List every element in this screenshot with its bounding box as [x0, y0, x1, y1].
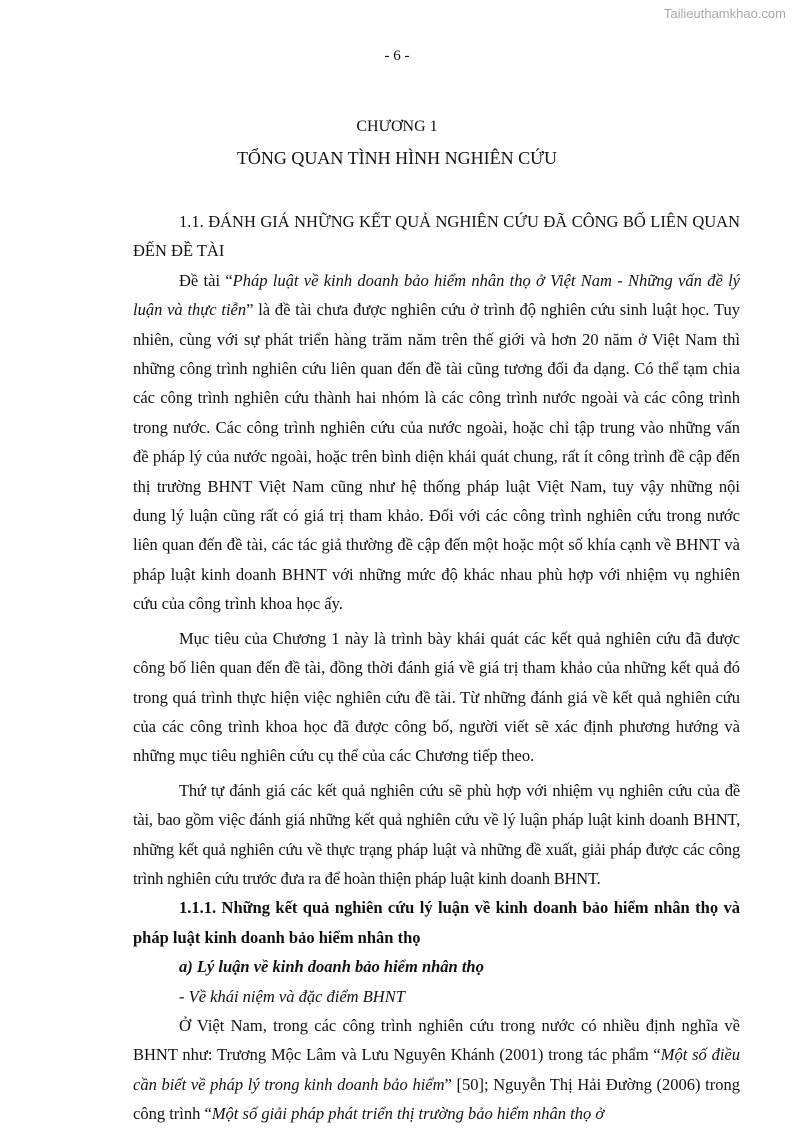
paragraph-intro-after: ” là đề tài chưa được nghiên cứu ở trình độ nghiên cứu sinh luật học. Tuy nhiên, cùng với sự phát triển hàng trăm năm trên thế giới và hơn 20 năm ở Việt Nam thì những công trình nghiên cứu liên quan đến đề tài cũng tương đối đa dạng. Có thể tạm chia các công trình nghiên cứu thành hai nhóm là các công trình nước ngoài và các công trình trong nước. Các công trình nghiên cứu của nước ngoài, hoặc chỉ tập trung vào những vấn đề pháp lý của nước ngoài, hoặc trên bình diện khái quát chung, rất ít công trình đề cập đến thị trường BHNT Việt Nam cũng như hệ thống pháp luật Việt Nam, tuy vậy những nội dung lý luận cũng rất có giá trị tham khảo. Đối với các công trình nghiên cứu trong nước liên quan đến đề tài, các tác giả thường đề cập đến một hoặc một số khía cạnh về BHNT và pháp luật kinh doanh BHNT với những mức độ khác nhau phù hợp với nhiệm vụ nghiên cứu của công trình khoa học ấy. — [133, 300, 740, 614]
paragraph-order: Thứ tự đánh giá các kết quả nghiên cứu sẽ phù hợp với nhiệm vụ nghiên cứu của đề tài, bao gồm việc đánh giá những kết quả nghiên cứu về lý luận pháp luật kinh doanh BHNT, những kết quả nghiên cứu về thực trạng pháp luật và những đề xuất, giải pháp được các công trình nghiên cứu trước đưa ra để hoàn thiện pháp luật kinh doanh BHNT. — [133, 780, 740, 888]
paragraph-definitions-part2: ” [50]; Nguyễn Thị Hải Đường (2006) trong công trình “ — [133, 1074, 740, 1124]
chapter-label: CHƯƠNG 1 — [356, 118, 438, 135]
document-body — [133, 207, 740, 1129]
section-heading: 1.1. ĐÁNH GIÁ NHỮNG KẾT QUẢ NGHIÊN CỨU ĐÃ CÔNG BỐ LIÊN QUAN ĐẾN ĐỀ TÀI — [133, 212, 740, 261]
paragraph-intro — [133, 266, 740, 619]
thesis-title: Pháp luật về kinh doanh bảo hiểm nhân thọ ở Việt Nam - Những vấn đề lý luận và thực tiễn — [133, 270, 740, 320]
paragraph-definitions — [133, 1011, 740, 1129]
cited-work-1: Một số điều cần biết về pháp lý trong kinh doanh bảo hiểm — [133, 1045, 740, 1094]
subheading-concept: - Về khái niệm và đặc điểm BHNT — [179, 986, 405, 1006]
subheading-a: a) Lý luận về kinh doanh bảo hiểm nhân thọ — [179, 957, 484, 977]
paragraph-intro-before: Đề tài “ — [179, 270, 233, 290]
watermark: Tailieuthamkhao.com — [663, 6, 786, 21]
cited-work-2: Một số giải pháp phát triển thị trường bảo hiểm nhân thọ ở — [211, 1104, 605, 1124]
page-number: - 6 - — [384, 48, 410, 64]
paragraph-objective: Mục tiêu của Chương 1 này là trình bày khái quát các kết quả nghiên cứu đã được công bố liên quan đến đề tài, đồng thời đánh giá về giá trị tham khảo của những kết quả đó trong quá trình thực hiện việc nghiên cứu đề tài. Từ những đánh giá về kết quả nghiên cứu của các công trình khoa học đã được công bố, người viết sẽ xác định phương hướng và những mục tiêu nghiên cứu cụ thể của các Chương tiếp theo. — [133, 628, 740, 766]
subsection-heading: 1.1.1. Những kết quả nghiên cứu lý luận về kinh doanh bảo hiểm nhân thọ và pháp luật kinh doanh bảo hiểm nhân thọ — [133, 898, 740, 947]
chapter-title: TỔNG QUAN TÌNH HÌNH NGHIÊN CỨU — [236, 148, 558, 168]
paragraph-definitions-part1: Ở Việt Nam, trong các công trình nghiên cứu trong nước có nhiều định nghĩa về BHNT như: Trương Mộc Lâm và Lưu Nguyên Khánh (2001) trong tác phẩm “ — [133, 1015, 740, 1065]
